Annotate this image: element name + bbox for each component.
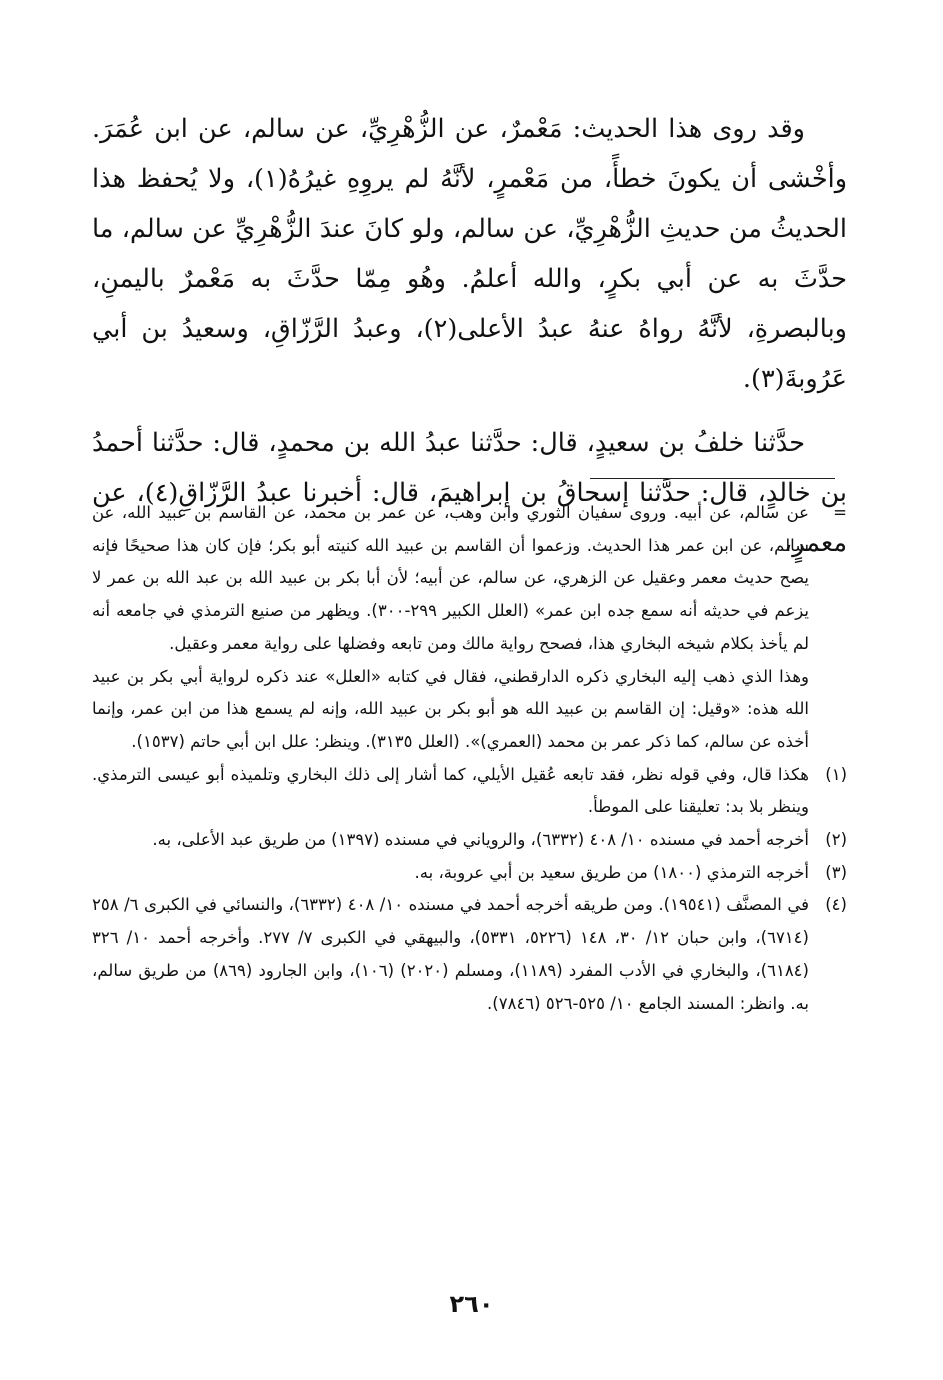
footnote-4 xyxy=(92,889,847,1020)
footnote-2 xyxy=(92,824,847,857)
footnote-1 xyxy=(92,759,847,824)
paragraph: وقد روى هذا الحديث: مَعْمرٌ، عن الزُّهْرِيِّ، عن سالم، عن ابن عُمَرَ. وأخْشى أن يكونَ خطأً، من مَعْمرٍ، لأنَّهُ لم يروِهِ غيرُهُ(١)، ولا يُحفظ هذا الحديثُ من حديثِ الزُّهْرِيِّ، عن سالم، ولو كانَ عندَ الزُّهْرِيِّ عن سالم، ما حدَّثَ به عن أبي بكرٍ، والله أعلمُ. وهُو مِمّا حدَّثَ به مَعْمرٌ باليمنِ، وبالبصرةِ، لأنَّهُ رواهُ عنهُ عبدُ الأعلى(٢)، وعبدُ الرَّزّاقِ، وسعيدُ بن أبي عَرُوبةَ(٣). xyxy=(92,114,848,394)
footnote-number: (٤) xyxy=(825,895,847,915)
footnote-continuation xyxy=(92,661,847,759)
footnote-text: هكذا قال، وفي قوله نظر، فقد تابعه عُقيل الأيلي، كما أشار إلى ذلك البخاري وتلميذه أبو عيسى الترمذي. وينظر بلا بد: تعليقنا على الموطأ. xyxy=(92,764,809,817)
footnote-separator xyxy=(590,478,835,479)
footnote-text: أخرجه الترمذي (١٨٠٠) من طريق سعيد بن أبي عروبة، به. xyxy=(414,862,809,882)
footnote-text: أخرجه أحمد في مسنده ١٠/ ٤٠٨ (٦٣٣٢)، والروياني في مسنده (١٣٩٧) من طريق عبد الأعلى، به. xyxy=(152,830,809,850)
footnotes xyxy=(92,497,847,1020)
footnote-number: (١) xyxy=(825,764,847,784)
paragraph: حدَّثنا خلفُ بن سعيدٍ، قال: حدَّثنا عبدُ الله بن محمدٍ، قال: حدَّثنا أحمدُ بن خالدٍ، قال: حدَّثنا إسحاقُ بن إبراهيمَ، قال: أخبرنا عبدُ الرَّزّاقِ(٤)، عن معمرٍ، xyxy=(92,428,847,558)
footnote-text: وهذا الذي ذهب إليه البخاري ذكره الدارقطني، فقال في كتابه «العلل» عند ذكره لرواية أبي بكر بن عبيد الله هذه: «وقيل: إن القاسم بن عبيد الله هو أبو بكر بن عبيد الله، وإنه لم يسمع هذا من ابن عمر، وإنما أخذه عن سالم، كما ذكر عمر بن محمد (العمري)». (العلل ٣١٣٥). وينظر: علل ابن أبي حاتم (١٥٣٧). xyxy=(92,666,809,751)
continuation-marker: = xyxy=(833,503,847,522)
page-number: ٢٦٠ xyxy=(449,1290,494,1318)
footnote-text: في المصنَّف (١٩٥٤١). ومن طريقه أخرجه أحمد في مسنده ١٠/ ٤٠٨ (٦٣٣٢)، والنسائي في الكبرى ٦/ ٢٥٨ (٦٧١٤)، وابن حبان ١٢/ ٣٠، ١٤٨ (٥٢٢٦، ٥٣٣١)، والبيهقي في الكبرى ٧/ ٢٧٧. وأخرجه أحمد ١٠/ ٣٢٦ (٦١٨٤)، والبخاري في الأدب المفرد (١١٨٩)، ومسلم (٢٠٢٠) (١٠٦)، وابن الجارود (٨٦٩) من طريق سالم، به. وانظر: المسند الجامع ١٠/ ٥٢٥-٥٢٦ (٧٨٤٦). xyxy=(92,895,809,1013)
footnote-continuation xyxy=(92,497,847,661)
footnote-3 xyxy=(92,857,847,890)
footnote-number: (٢) xyxy=(825,830,847,850)
footnote-text: عن سالم، عن أبيه. وروى سفيان الثوري وابن وهب، عن عمر بن محمد، عن القاسم بن عبيد الله، عن سالم، عن ابن عمر هذا الحديث. وزعموا أن القاسم بن عبيد الله كنيته أبو بكر؛ فإن كان هذا صحيحًا فإنه يصح حديث معمر وعقيل عن الزهري، عن سالم، عن أبيه؛ لأن أبا بكر بن عبيد الله بن عبد الله بن عمر لا يزعم في حديثه أنه سمع جده ابن عمر» (العلل الكبير ٢٩٩-٣٠٠). ويظهر من صنيع الترمذي في جامعه أنه لم يأخذ بكلام شيخه البخاري هذا، فصحح رواية مالك ومن تابعه وفضلها على رواية معمر وعقيل. xyxy=(92,503,809,653)
footnote-number: (٣) xyxy=(825,862,847,882)
